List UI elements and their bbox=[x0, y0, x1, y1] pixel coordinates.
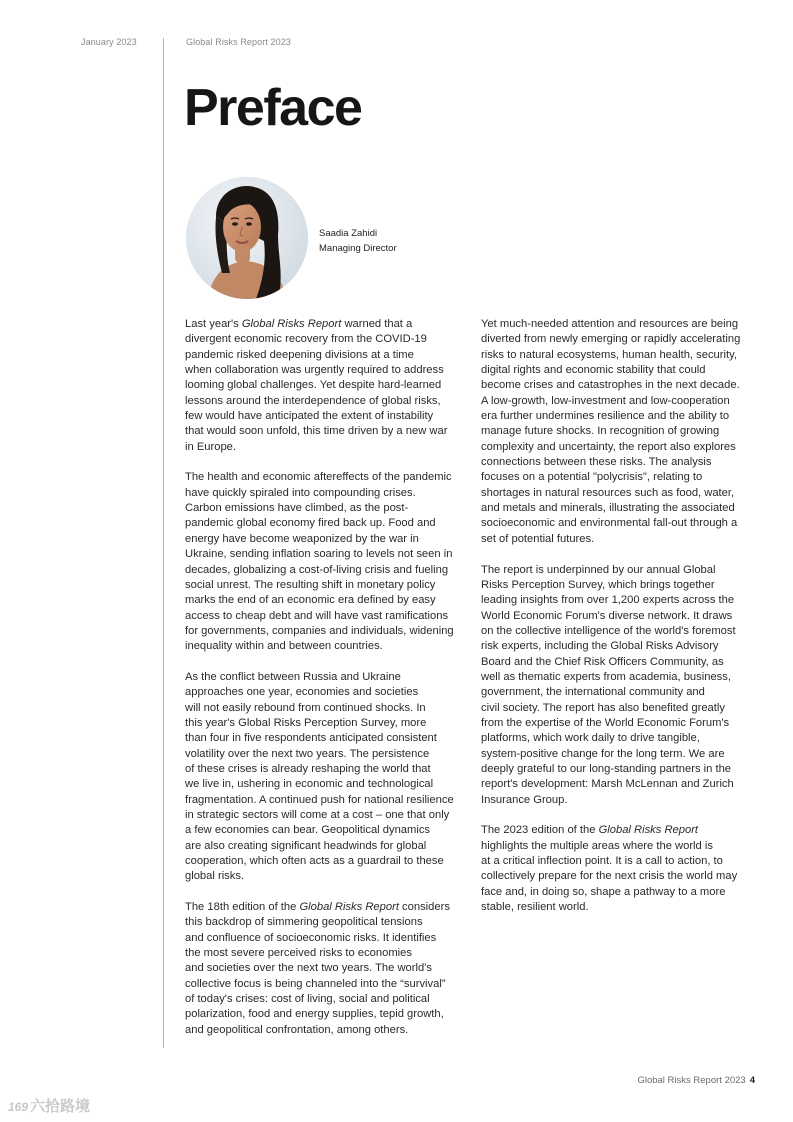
author-name: Saadia Zahidi bbox=[319, 228, 378, 239]
left-column bbox=[185, 317, 465, 1054]
text-line: cooperation, which often acts as a guardrail to these bbox=[185, 855, 444, 868]
text-line: Carbon emissions have climbed, as the post- bbox=[185, 502, 409, 515]
text-line: divergent economic recovery from the COVID-19 bbox=[185, 333, 427, 346]
text-line: in Europe. bbox=[185, 440, 236, 453]
text-line: this year's Global Risks Perception Survey, more bbox=[185, 716, 427, 729]
text-line: few would have anticipated the extent of instability bbox=[185, 410, 434, 423]
text-line: pandemic global economy fired back up. Food and bbox=[185, 517, 436, 530]
footer-report-title: Global Risks Report 2023 bbox=[637, 1075, 746, 1086]
text-line: in strategic sectors will come at a cost – one that only bbox=[185, 809, 450, 821]
paragraph bbox=[185, 317, 465, 455]
text-line: decades, globalizing a cost-of-living crisis and fueling bbox=[185, 563, 449, 576]
text-line: and geopolitical confrontation, among others. bbox=[185, 1023, 409, 1036]
text-line: marks the end of an economic era defined by easy bbox=[185, 594, 436, 607]
watermark-text: 六拾路境 bbox=[30, 1098, 91, 1115]
author-block bbox=[319, 226, 397, 256]
text-line: when collaboration was urgently required to address bbox=[185, 364, 444, 377]
text-line: at a critical inflection point. It is a call to action, to bbox=[481, 855, 723, 868]
text-line: system-positive change for the long term. We are bbox=[481, 747, 725, 760]
text-line: have quickly spiraled into compounding crises. bbox=[185, 486, 416, 499]
text-line: socioeconomic and environmental fall-out through a bbox=[481, 517, 738, 530]
text-line: The 2023 edition of the Global Risks Report bbox=[481, 824, 699, 837]
text-line: World Economic Forum's diverse network. It draws bbox=[481, 609, 733, 622]
text-line: that would soon unfold, this time driven by a new war bbox=[185, 425, 448, 438]
text-line: highlights the multiple areas where the world is bbox=[481, 839, 713, 852]
paragraph bbox=[185, 670, 465, 885]
text-line: polarization, food and energy supplies, tepid growth, bbox=[185, 1008, 444, 1021]
text-line: Risks Perception Survey, which brings together bbox=[481, 578, 715, 591]
header-date: January 2023 bbox=[81, 37, 137, 47]
text-line: a few economies can bear. Geopolitical dynamics bbox=[185, 824, 431, 837]
page-title: Preface bbox=[184, 79, 362, 137]
paragraph bbox=[185, 470, 465, 654]
text-line: focuses on a potential "polycrisis", relating to bbox=[481, 471, 703, 484]
watermark bbox=[8, 1095, 90, 1116]
author-role: Managing Director bbox=[319, 243, 397, 254]
text-line: government, the international community and bbox=[481, 686, 705, 699]
text-line: of today's crises: cost of living, social and political bbox=[185, 993, 430, 1006]
text-line: the most severe perceived risks to economies bbox=[185, 947, 412, 960]
text-line: we live in, ushering in economic and technological bbox=[185, 778, 434, 791]
author-portrait bbox=[186, 177, 308, 299]
text-line: lessons around the interdependence of global risks, bbox=[185, 394, 441, 407]
text-line: face and, in doing so, shape a pathway to a more bbox=[481, 885, 726, 898]
text-line: manage future shocks. In recognition of growing bbox=[481, 425, 720, 438]
text-line: access to cheap debt and will have vast ramifications bbox=[185, 609, 449, 622]
text-line: stable, resilient world. bbox=[481, 901, 589, 914]
text-line: Ukraine, sending inflation soaring to levels not seen in bbox=[185, 548, 453, 561]
text-line: for governments, companies and individuals, widening bbox=[185, 624, 454, 637]
text-line: inequality within and between countries. bbox=[185, 640, 383, 653]
text-line: risk experts, including the Global Risks Advisory bbox=[481, 640, 719, 653]
text-line: shortages in natural resources such as food, water, bbox=[481, 486, 735, 499]
text-line: approaches one year, economies and societies bbox=[185, 686, 419, 699]
text-line: collectively prepare for the next crisis the world may bbox=[481, 870, 738, 883]
text-line: connections between these risks. The analysis bbox=[481, 456, 712, 469]
text-line: energy have become weaponized by the war in bbox=[185, 532, 419, 545]
text-line: Yet much-needed attention and resources are being bbox=[481, 318, 739, 330]
text-line: The health and economic aftereffects of the pandemic bbox=[185, 471, 452, 484]
text-line: The 18th edition of the Global Risks Report considers bbox=[185, 901, 450, 914]
text-line: digital rights and economic stability that could bbox=[481, 364, 706, 377]
text-line: The report is underpinned by our annual Global bbox=[481, 563, 716, 576]
text-line: diverted from newly emerging or rapidly accelerating bbox=[481, 333, 741, 346]
text-line: well as thematic experts from academia, business, bbox=[481, 670, 731, 683]
text-line: social unrest. The resulting shift in monetary policy bbox=[185, 578, 436, 591]
text-line: from the expertise of the World Economic Forum's bbox=[481, 716, 730, 729]
paragraph bbox=[185, 900, 465, 1038]
paragraph bbox=[481, 823, 761, 915]
text-line: will not easily rebound from continued shocks. In bbox=[185, 701, 426, 714]
text-line: As the conflict between Russia and Ukraine bbox=[185, 670, 401, 683]
text-line: fragmentation. A continued push for national resilience bbox=[185, 793, 454, 806]
text-line: than four in five respondents anticipated consistent bbox=[185, 732, 437, 745]
text-line: this backdrop of simmering geopolitical tensions bbox=[185, 916, 423, 929]
text-line: leading insights from over 1,200 experts across the bbox=[481, 594, 735, 607]
text-line: and societies over the next two years. The world's bbox=[185, 962, 432, 975]
text-line: become crises and catastrophes in the next decade. bbox=[481, 379, 740, 392]
text-line: looming global challenges. Yet despite hard-learned bbox=[185, 379, 442, 392]
text-line: Insurance Group. bbox=[481, 793, 568, 806]
text-line: volatility over the next two years. The persistence bbox=[185, 747, 430, 760]
text-line: on the collective intelligence of the world's foremost bbox=[481, 624, 736, 637]
text-line: and metals and minerals, illustrating the associated bbox=[481, 502, 735, 515]
page-number: 4 bbox=[749, 1075, 755, 1086]
right-column bbox=[481, 317, 761, 931]
text-line: report's development: Marsh McLennan and Zurich bbox=[481, 778, 734, 791]
text-line: Last year's Global Risks Report warned that a bbox=[185, 318, 413, 330]
text-line: are also creating significant headwinds for global bbox=[185, 839, 427, 852]
text-line: global risks. bbox=[185, 870, 245, 883]
text-line: deeply grateful to our long-standing partners in the bbox=[481, 762, 732, 775]
text-line: collective focus is being channeled into the “survival” bbox=[185, 977, 446, 990]
text-line: platforms, which work daily to drive tangible, bbox=[481, 732, 700, 745]
text-line: civil society. The report has also benefited greatly bbox=[481, 701, 725, 714]
footer bbox=[637, 1075, 755, 1086]
text-line: era further undermines resilience and the ability to bbox=[481, 410, 730, 423]
text-line: and confluence of socioeconomic risks. It identifies bbox=[185, 931, 437, 944]
text-line: complexity and uncertainty, the report also explores bbox=[481, 440, 736, 453]
vertical-divider bbox=[163, 38, 164, 1048]
watermark-logo-icon: 169 bbox=[8, 1100, 29, 1114]
paragraph bbox=[481, 317, 761, 547]
paragraph bbox=[481, 563, 761, 809]
text-line: Board and the Chief Risk Officers Community, as bbox=[481, 655, 724, 668]
text-line: risks to natural ecosystems, human health, security, bbox=[481, 348, 737, 361]
header-report-title: Global Risks Report 2023 bbox=[186, 37, 291, 47]
text-line: of these crises is already reshaping the world that bbox=[185, 762, 431, 775]
text-line: pandemic risked deepening divisions at a time bbox=[185, 348, 414, 361]
text-line: set of potential futures. bbox=[481, 532, 595, 545]
text-line: A low-growth, low-investment and low-cooperation bbox=[481, 394, 730, 407]
